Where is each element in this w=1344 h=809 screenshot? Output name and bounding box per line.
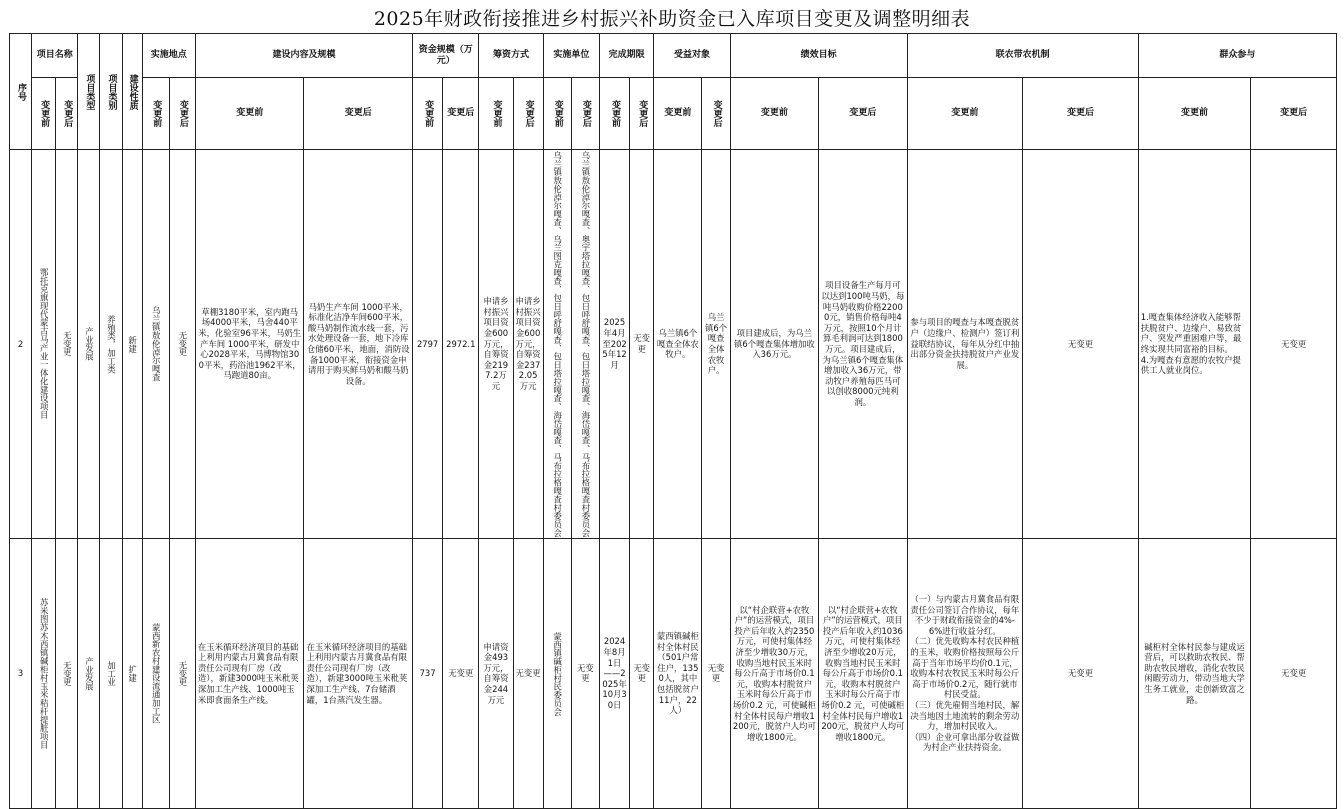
header-before: 变更前 <box>142 78 169 150</box>
funds-before: 737 <box>413 538 443 808</box>
beneficiary-after: 无变更 <box>702 538 730 808</box>
location-before: 蒙西新农村建设流通加工区 <box>142 538 169 808</box>
build-nature: 新建 <box>122 150 142 539</box>
mechanism-after: 无变更 <box>1023 150 1139 539</box>
period-after: 无变更 <box>630 538 654 808</box>
header-after: 变更后 <box>571 78 599 150</box>
table-row <box>10 150 1337 539</box>
period-after: 无变更 <box>630 150 654 539</box>
header-after: 变更后 <box>443 78 479 150</box>
name-before: 苏米图苏木西镇碱柜村玉米秸秆提脏项目 <box>32 538 56 808</box>
name-before: 鄂托克旗现代蒙古马产业一体化建设项目 <box>32 150 56 539</box>
project-category: 养殖类，加工类 <box>100 150 122 539</box>
content-before: 草棚3180平米，室内跑马场4000平米，马舍440平米，化验室96平米，马奶生产车间 1000平米，研发中心2028平米，马博物馆300平米，药浴池1962平米，马跑道80亩。 <box>195 150 304 539</box>
table-row <box>10 538 1337 808</box>
performance-before: 以“村企联营+农牧户”的运营模式，项目投产后年收入约2350万元，可使村集体经济至少增收30万元，收购当地村民玉米时每公斤高于市场价0.1元，收购本村脱贫户玉米时每公斤高于市场价0.2 元，可使碱柜村全体村民每户增收1200元，脱贫户人均可增收1800元。 <box>730 538 818 808</box>
header-unit: 实施单位 <box>543 34 599 78</box>
header-after: 变更后 <box>819 78 907 150</box>
header-before: 变更前 <box>599 78 629 150</box>
header-before: 变更前 <box>907 78 1023 150</box>
performance-after: 项目设备生产每月可以达到100吨马奶，每吨马奶收购价格22000元，销售价格每吨4万元，按照10个月计算毛利润可达到1800万元。项目建成后，为乌兰镇6个嘎查集体增加收入36万元，带动牧户养殖每匹马可以创收8000元纯利润。 <box>819 150 907 539</box>
method-after: 无变更 <box>513 538 543 808</box>
header-performance: 绩效目标 <box>730 34 907 78</box>
header-after: 变更后 <box>304 78 413 150</box>
page-title: 2025年财政衔接推进乡村振兴补助资金已入库项目变更及调整明细表 <box>373 8 971 30</box>
content-before: 在玉米循环经济项目的基础上利用内蒙古月冀食品有限责任公司现有厂房（改造），新建3000吨玉米秕荚深加工生产线、1000吨玉米即食面条生产线。 <box>195 538 304 808</box>
header-before: 变更前 <box>32 78 56 150</box>
funds-after: 无变更 <box>443 538 479 808</box>
row-seq: 2 <box>10 150 32 539</box>
header-build-nature: 建设性质 <box>122 34 142 150</box>
project-type: 产业发展 <box>78 538 100 808</box>
header-mechanism: 联农带农机制 <box>907 34 1138 78</box>
name-after: 无变更 <box>56 538 78 808</box>
content-after: 马奶生产车间 1000平米，标准化洁净车间600平米，酸马奶制作流水线一套，污水处理设备一套，地下冷库仓储60平米，地面，消防设备1000平米，衔接资金申请用于购买鲜马奶和酸马奶设备。 <box>304 150 413 539</box>
beneficiary-before: 蒙西镇碱柜村全体村民（501户常住户，1350人，其中包括脱贫户11户，22人） <box>654 538 702 808</box>
method-after: 申请乡村振兴项目资金600万元，自筹资金2372.05万元 <box>513 150 543 539</box>
header-before: 变更前 <box>479 78 513 150</box>
mechanism-before: 参与项目的嘎查与本嘎查脱贫户（边缘户、检测户）签订利益联结协议，每年从分红中抽出部分资金扶持脱贫户产业发展。 <box>907 150 1023 539</box>
header-before: 变更前 <box>730 78 818 150</box>
header-beneficiary: 受益对象 <box>654 34 730 78</box>
header-after: 变更后 <box>56 78 78 150</box>
header-before: 变更前 <box>1138 78 1251 150</box>
method-before: 申请乡村振兴项目资金600万元，自筹资金2197.2万元 <box>479 150 513 539</box>
participation-before: 1.嘎查集体经济收入能够帮扶脱贫户、边缘户、易致贫户、突发严重困难户等，最终实现共同富裕的目标。 4.为嘎查有意愿的农牧户提供工人就业岗位。 <box>1138 150 1251 539</box>
header-before: 变更前 <box>413 78 443 150</box>
funds-before: 2797 <box>413 150 443 539</box>
project-category: 加工业 <box>100 538 122 808</box>
unit-after: 无变更 <box>571 538 599 808</box>
header-participation: 群众参与 <box>1138 34 1336 78</box>
header-funds: 资金规模（万元） <box>413 34 479 78</box>
unit-before: 乌兰镇敖伦淖尔嘎查、乌兰图克嘎查、包日呼舒嘎查、包日塔拉嘎查、海岱嘎查、马布拉格嘎查村委员会 <box>543 150 571 539</box>
header-location: 实施地点 <box>142 34 195 78</box>
location-after: 无变更 <box>169 150 195 539</box>
participation-before: 碱柜村全体村民参与建成运营后，可以救助农牧民、帮助农牧民增收，消化农牧民闲暇劳动力，带动当地大学生务工就业，走创新致富之路。 <box>1138 538 1251 808</box>
header-project-type: 项目类型 <box>78 34 100 150</box>
content-after: 在玉米循环经济项目的基础上利用内蒙古月冀食品有限责任公司现有厂房（改造），新建3000吨玉米秕荚深加工生产线、7台储酒罐，1台蒸汽发生器。 <box>304 538 413 808</box>
location-before: 乌兰镇敖伦淖尔嘎查 <box>142 150 169 539</box>
header-content: 建设内容及规模 <box>195 34 412 78</box>
unit-after: 乌兰镇敖伦淖尔嘎查、奥宇塔拉嘎查、包日呼舒嘎查、包日塔拉嘎查、海岱嘎查、马布拉格嘎查村委员会 <box>571 150 599 539</box>
performance-before: 项目建成后，为乌兰镇6个嘎查集体增加收入36万元。 <box>730 150 818 539</box>
mechanism-before: （一）与内蒙古月冀食品有限责任公司签订合作协议，每年不少于财政衔接资金的4%-6%进行收益分红。 （二）优先收购本村农民种植的玉米，收购价格按照每公斤高于当年市场平均价0.1元，收购本村农牧民玉米时每公斤高于市场价0.2元，随行就市村民受益。 （三）优先雇佣当地村民，解决当地因土地流转的剩余劳动力，增加村民收入。 （四）企业可拿出部分收益做为村企产业扶持资金。 <box>907 538 1023 808</box>
location-after: 无变更 <box>169 538 195 808</box>
project-type: 产业发展 <box>78 150 100 539</box>
participation-after: 无变更 <box>1251 538 1337 808</box>
header-project-category: 项目类别 <box>100 34 122 150</box>
header-after: 变更后 <box>702 78 730 150</box>
header-before: 变更前 <box>195 78 304 150</box>
header-before: 变更前 <box>543 78 571 150</box>
header-seq: 序号 <box>10 34 32 150</box>
header-before: 变更前 <box>654 78 702 150</box>
header-funding-method: 筹资方式 <box>479 34 543 78</box>
build-nature: 扩建 <box>122 538 142 808</box>
performance-after: 以“村企联营+农牧户”的运营模式，项目投产后年收入约1036万元，可使村集体经济至少增收20万元，收购当地村民玉米时每公斤高于市场价0.1元，收购本村脱贫户玉米时每公斤高于市场价0.2 元，可使碱柜村全体村民每户增收1200元，脱贫户人均可增收1800元。 <box>819 538 907 808</box>
unit-before: 蒙西镇碱柜村民委员会 <box>543 538 571 808</box>
header-after: 变更后 <box>630 78 654 150</box>
header-after: 变更后 <box>169 78 195 150</box>
funds-after: 2972.1 <box>443 150 479 539</box>
participation-after: 无变更 <box>1251 150 1337 539</box>
period-before: 2025年4月至2025年12月 <box>599 150 629 539</box>
beneficiary-after: 乌兰镇6个嘎查全体农牧户。 <box>702 150 730 539</box>
beneficiary-before: 乌兰镇6个嘎查全体农牧户。 <box>654 150 702 539</box>
header-after: 变更后 <box>1023 78 1139 150</box>
name-after: 无变更 <box>56 150 78 539</box>
header-after: 变更后 <box>1251 78 1337 150</box>
header-project-name: 项目名称 <box>32 34 78 78</box>
method-before: 申请资金493万元，自筹资金244万元 <box>479 538 513 808</box>
row-seq: 3 <box>10 538 32 808</box>
header-after: 变更后 <box>513 78 543 150</box>
mechanism-after: 无变更 <box>1023 538 1139 808</box>
period-before: 2024年8月1日——2025年10月30日 <box>599 538 629 808</box>
project-change-table <box>9 33 1337 809</box>
header-period: 完成期限 <box>599 34 653 78</box>
